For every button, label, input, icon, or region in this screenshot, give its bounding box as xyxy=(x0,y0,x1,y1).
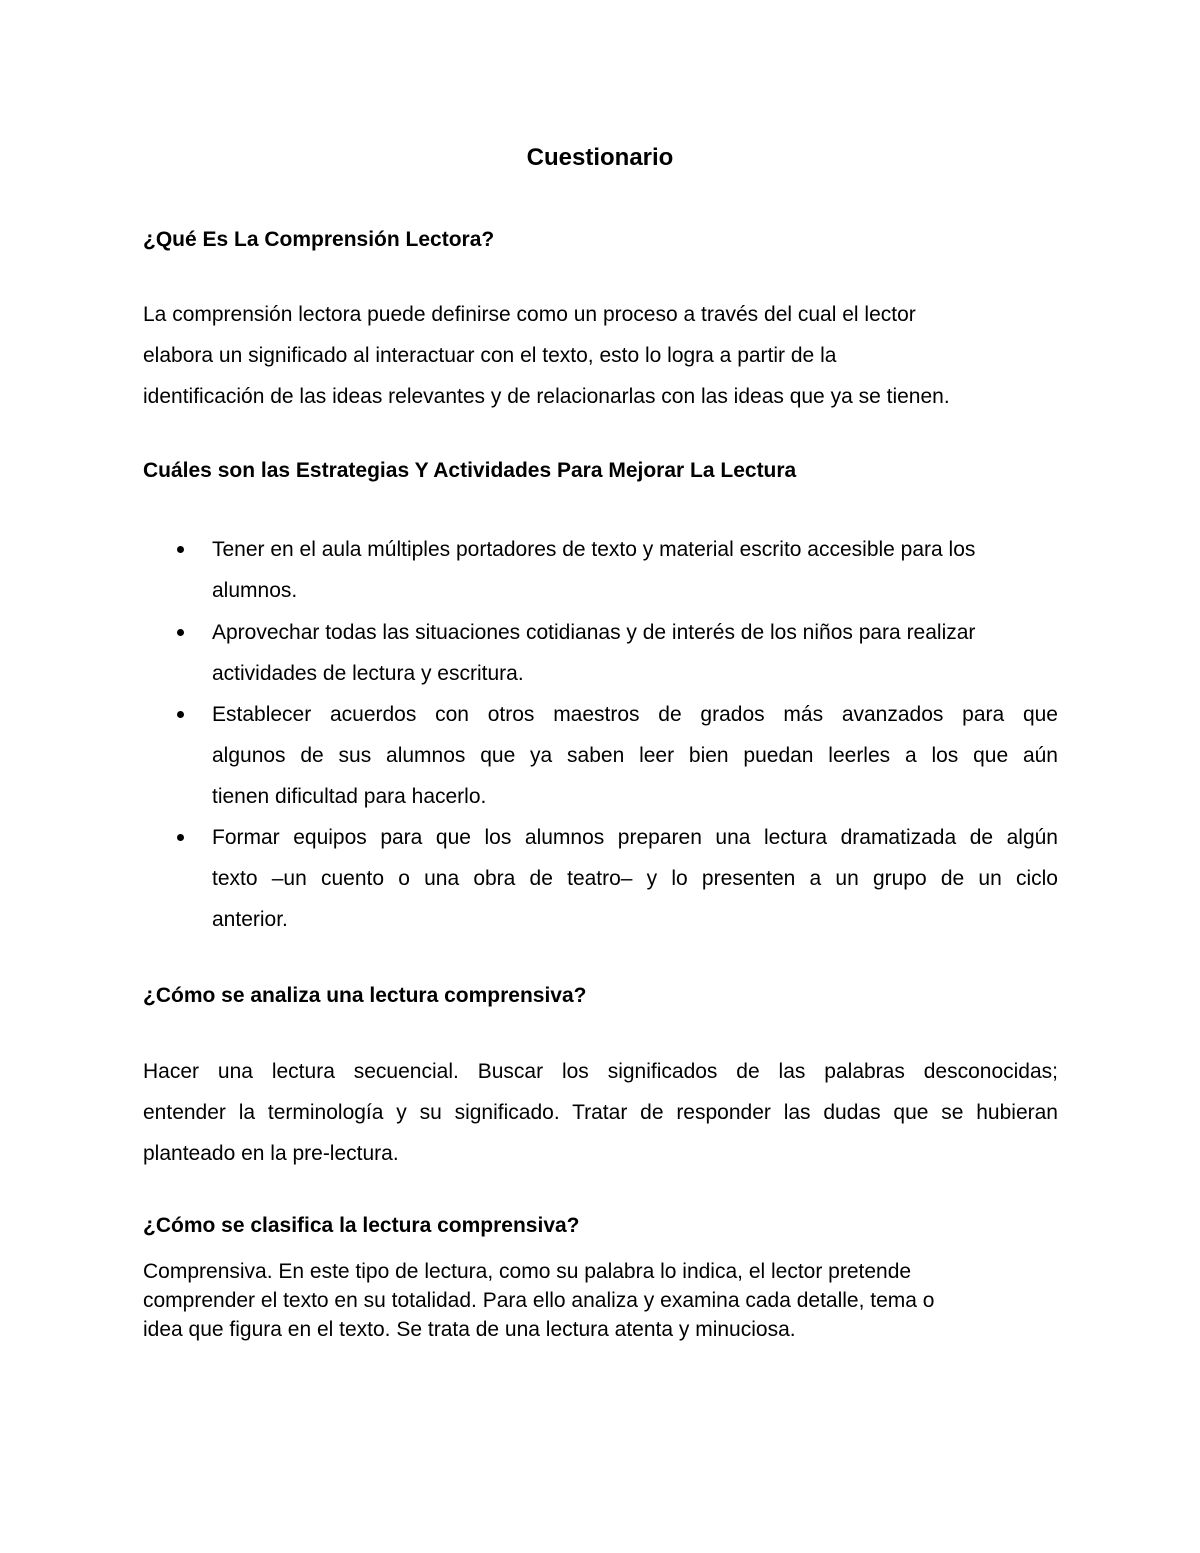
list-item-line: anterior. xyxy=(212,908,288,931)
paragraph-definicion xyxy=(143,294,1058,417)
list-item-text xyxy=(212,817,1058,940)
document-title: Cuestionario xyxy=(526,144,674,171)
list-item-line: texto –un cuento o una obra de teatro– y lo presenten a un grupo de un ciclo xyxy=(212,867,1058,890)
list-item-line: alumnos. xyxy=(212,579,298,602)
paragraph-line: La comprensión lectora puede definirse como un proceso a través del cual el lector xyxy=(143,303,916,326)
list-item-line: Tener en el aula múltiples portadores de texto y material escrito accesible para los xyxy=(212,538,976,561)
section-heading-como-clasifica: ¿Cómo se clasifica la lectura comprensiva? xyxy=(143,1214,580,1237)
paragraph-line: Comprensiva. En este tipo de lectura, como su palabra lo indica, el lector pretende xyxy=(143,1260,912,1283)
bullet-icon xyxy=(177,546,184,553)
paragraph-line: entender la terminología y su significado. Tratar de responder las dudas que se hubieran xyxy=(143,1101,1058,1124)
bullet-icon xyxy=(177,834,184,841)
paragraph-line: idea que figura en el texto. Se trata de una lectura atenta y minuciosa. xyxy=(143,1318,796,1341)
paragraph-line: planteado en la pre-lectura. xyxy=(143,1142,399,1165)
section-heading-como-analiza: ¿Cómo se analiza una lectura comprensiva? xyxy=(143,984,587,1007)
list-item-text xyxy=(212,529,1058,611)
paragraph-line: identificación de las ideas relevantes y de relacionarlas con las ideas que ya se tienen. xyxy=(143,385,950,408)
list-item-text xyxy=(212,694,1058,817)
paragraph-line: comprender el texto en su totalidad. Para ello analiza y examina cada detalle, tema o xyxy=(143,1289,935,1312)
list-item-line: actividades de lectura y escritura. xyxy=(212,662,524,685)
section-heading-que-es: ¿Qué Es La Comprensión Lectora? xyxy=(143,228,495,251)
paragraph-line: elabora un significado al interactuar con el texto, esto lo logra a partir de la xyxy=(143,344,837,367)
paragraph-line: Hacer una lectura secuencial. Buscar los significados de las palabras desconocidas; xyxy=(143,1060,1058,1083)
list-item-line: algunos de sus alumnos que ya saben leer bien puedan leerles a los que aún xyxy=(212,744,1058,767)
list-item-line: Formar equipos para que los alumnos preparen una lectura dramatizada de algún xyxy=(212,826,1058,849)
paragraph-clasifica xyxy=(143,1257,1058,1344)
list-item-line: Aprovechar todas las situaciones cotidianas y de interés de los niños para realizar xyxy=(212,621,976,644)
bullet-icon xyxy=(177,629,184,636)
paragraph-analiza xyxy=(143,1051,1058,1174)
list-item-line: tienen dificultad para hacerlo. xyxy=(212,785,487,808)
section-heading-estrategias: Cuáles son las Estrategias Y Actividades Para Mejorar La Lectura xyxy=(143,459,797,482)
list-item-text xyxy=(212,612,1058,694)
list-item-line: Establecer acuerdos con otros maestros de grados más avanzados para que xyxy=(212,703,1058,726)
bullet-icon xyxy=(177,711,184,718)
